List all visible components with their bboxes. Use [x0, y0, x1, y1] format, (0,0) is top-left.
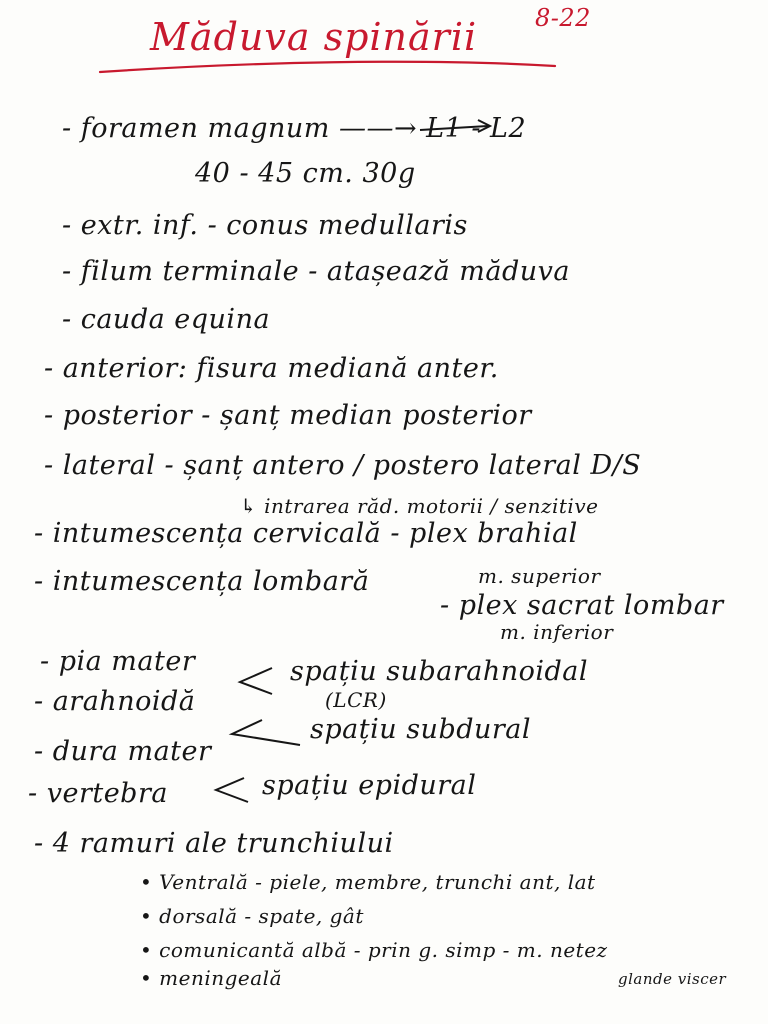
- note-spatiu-subdural: spațiu subdural: [310, 714, 532, 745]
- note-line-8: - lateral - șanț antero / postero lateral D/S: [44, 450, 642, 481]
- note-pia-mater: - pia mater: [40, 646, 196, 677]
- bullet-comunicanta-note: glande viscer: [618, 970, 727, 988]
- note-arahnoida: - arahnoidă: [34, 686, 196, 717]
- note-dura-mater: - dura mater: [34, 736, 212, 767]
- bullet-meningeala: • meningeală: [140, 966, 282, 990]
- title-underline: [100, 62, 555, 72]
- note-line-11-sub: m. superior: [478, 564, 601, 588]
- note-line-9: ↳ intrarea răd. motorii / senzitive: [240, 494, 599, 518]
- bracket-vertebra: [216, 778, 248, 802]
- note-line-10: - intumescența cervicală - plex brahial: [34, 518, 578, 549]
- note-line-13: m. inferior: [500, 620, 614, 644]
- bullet-comunicanta: • comunicantă albă - prin g. simp - m. netez: [140, 938, 608, 962]
- bracket-pia: [240, 668, 272, 694]
- note-spatiu-subarahnoidal: spațiu subarahnoidal: [290, 656, 589, 687]
- note-ramuri: - 4 ramuri ale trunchiului: [34, 828, 394, 859]
- bracket-arahnoida: [232, 720, 300, 745]
- note-lcr: (LCR): [325, 688, 387, 712]
- bullet-ventrala: • Ventrală - piele, membre, trunchi ant, lat: [140, 870, 596, 894]
- note-line-4: - filum terminale - atașează măduva: [62, 256, 571, 287]
- note-line-6: - anterior: fisura mediană anter.: [44, 353, 499, 384]
- note-vertebra: - vertebra: [28, 778, 168, 809]
- note-line-1: - foramen magnum ——→ L1 - L2: [62, 113, 527, 144]
- page-title: Măduva spinării: [150, 15, 478, 59]
- bullet-dorsala: • dorsală - spate, gât: [140, 904, 364, 928]
- note-line-2: 40 - 45 cm. 30g: [195, 158, 416, 189]
- page-reference: 8-22: [535, 4, 591, 32]
- note-line-5: - cauda equina: [62, 304, 271, 335]
- note-line-7: - posterior - șanț median posterior: [44, 400, 532, 431]
- note-spatiu-epidural: spațiu epidural: [262, 770, 477, 801]
- note-line-12: - plex sacrat lombar: [440, 590, 724, 621]
- note-line-11: - intumescența lombară: [34, 566, 370, 597]
- note-line-3: - extr. inf. - conus medullaris: [62, 210, 468, 241]
